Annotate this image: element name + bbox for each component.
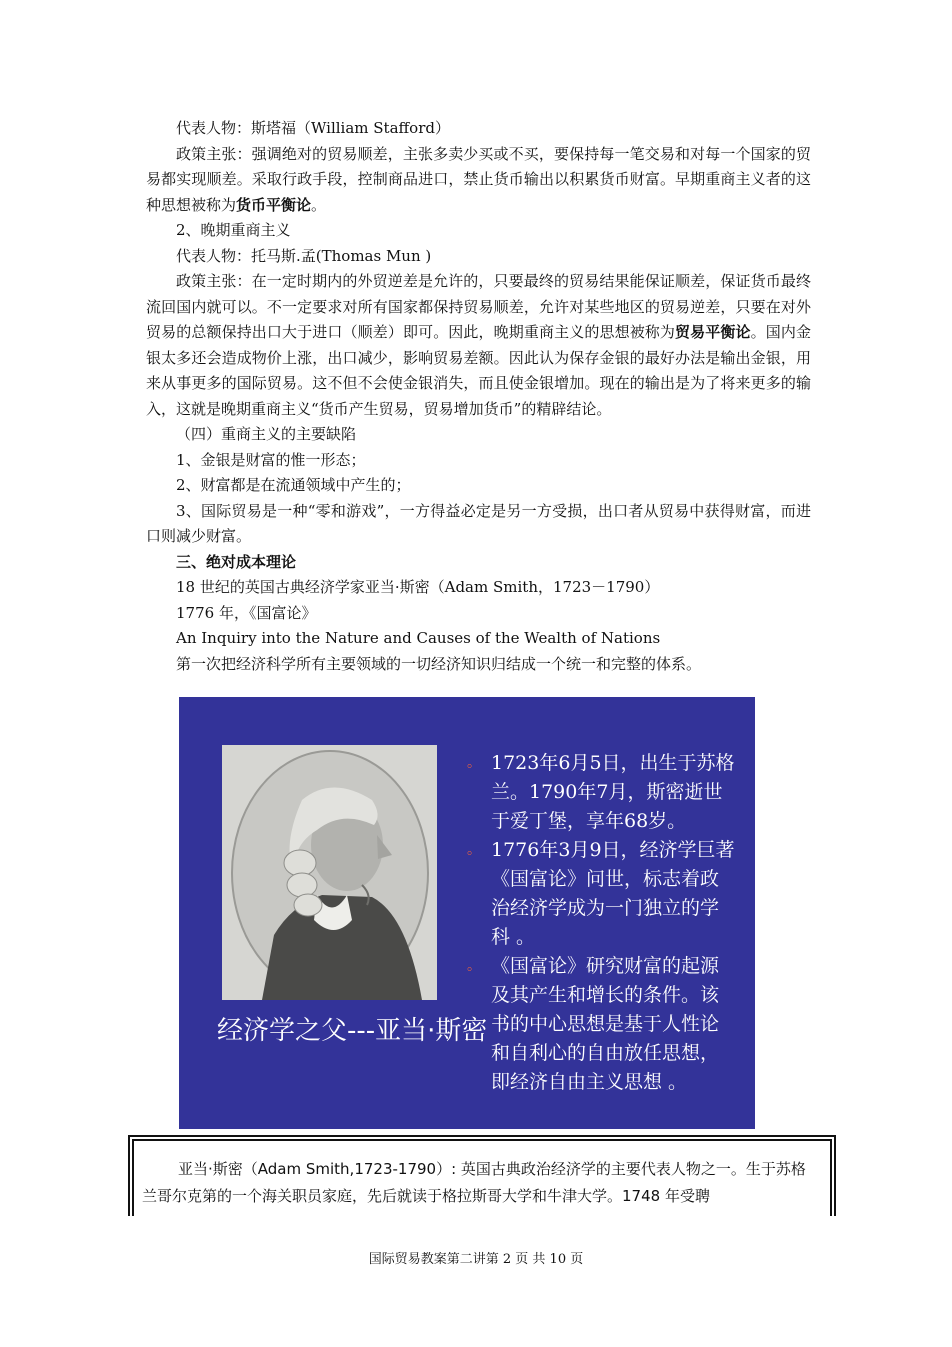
representative-mun: 代表人物：托马斯.孟(Thomas Mun ) xyxy=(176,246,432,265)
slide-bullet-1: 。 1723年6月5日，出生于苏格兰。1790年7月，斯密逝世于爱丁堡，享年68岁。 xyxy=(465,749,735,836)
adam-smith-intro: 18 世纪的英国古典经济学家亚当·斯密（Adam Smith，1723－1790） xyxy=(176,578,660,596)
representative-stafford: 代表人物：斯塔福（William Stafford） xyxy=(176,119,450,137)
wealth-of-nations-title-en: An Inquiry into the Nature and Causes of the Wealth of Nations xyxy=(176,629,661,647)
bullet-dot-icon: 。 xyxy=(467,842,481,858)
defect-item-2: 2、财富都是在流通领域中产生的； xyxy=(176,476,411,494)
page-footer: 国际贸易教案第二讲第 2 页 共 10 页 xyxy=(368,1252,584,1267)
policy-late-mercantilism: 政策主张：在一定时期内的外贸逆差是允许的，只要最终的贸易结果能保证顺差，保证货币最终流回国内就可以。不一定要求对所有国家都保持贸易顺差，允许对某些地区的贸易逆差，只要在对外贸易的总额保持出口大于进口（顺差）即可。因此，晚期重商主义的思想被称为贸易平衡论。国内金银太多还会造成物价上涨，出口减少，影响贸易差额。因此认为保存金银的最好办法是输出金银，用来从事更多的国际贸易。这不但不会使金银消失，而且使金银增加。现在的输出是为了将来更多的输入，这就是晚期重商主义“货币产生贸易，贸易增加货币”的精辟结论。 xyxy=(146,272,811,418)
adam-smith-bio-box xyxy=(128,1135,836,1216)
adam-smith-slide xyxy=(179,697,755,1129)
policy-early-mercantilism: 政策主张：强调绝对的贸易顺差，主张多卖少买或不买，要保持每一笔交易和对每一个国家的贸易都实现顺差。采取行政手段，控制商品进口，禁止货币输出以积累货币财富。早期重商主义者的这种思想被称为货币平衡论。 xyxy=(146,144,811,214)
document-body xyxy=(146,116,811,677)
defect-item-1: 1、金银是财富的惟一形态； xyxy=(176,450,366,469)
heading-mercantilism-defects: （四）重商主义的主要缺陷 xyxy=(176,425,357,443)
adam-smith-portrait xyxy=(222,745,437,1000)
term-trade-balance: 贸易平衡论 xyxy=(675,323,751,341)
slide-bullet-list xyxy=(465,749,735,1097)
slide-bullet-2: 。 1776年3月9日，经济学巨著《国富论》问世，标志着政治经济学成为一门独立的学科 。 xyxy=(465,836,735,952)
heading-late-mercantilism: 2、晚期重商主义 xyxy=(176,221,291,239)
adam-smith-bio-text: 亚当·斯密（Adam Smith,1723-1790）: 英国古典政治经济学的主要代表人物之一。生于苏格兰哥尔克第的一个海关职员家庭，先后就读于格拉斯哥大学和牛津大学。1748 年受聘 xyxy=(142,1160,806,1205)
slide-caption: 经济学之父---亚当·斯密 xyxy=(217,1016,488,1046)
defect-item-3: 3、国际贸易是一种“零和游戏”，一方得益必定是另一方受损，出口者从贸易中获得财富，而进口则减少财富。 xyxy=(146,501,811,545)
bullet-dot-icon: 。 xyxy=(467,958,481,974)
slide-bullet-3: 。 《国富论》研究财富的起源及其产生和增长的条件。该书的中心思想是基于人性论和自利心的自由放任思想，即经济自由主义思想 。 xyxy=(465,952,735,1097)
term-money-balance: 货币平衡论 xyxy=(236,195,312,214)
portrait-image xyxy=(222,745,437,1000)
wealth-of-nations-significance: 第一次把经济科学所有主要领域的一切经济知识归结成一个统一和完整的体系。 xyxy=(176,654,702,673)
wealth-of-nations-year: 1776 年，《国富论》 xyxy=(176,603,317,622)
bullet-dot-icon: 。 xyxy=(467,755,481,771)
heading-absolute-cost-theory: 三、绝对成本理论 xyxy=(176,552,297,571)
